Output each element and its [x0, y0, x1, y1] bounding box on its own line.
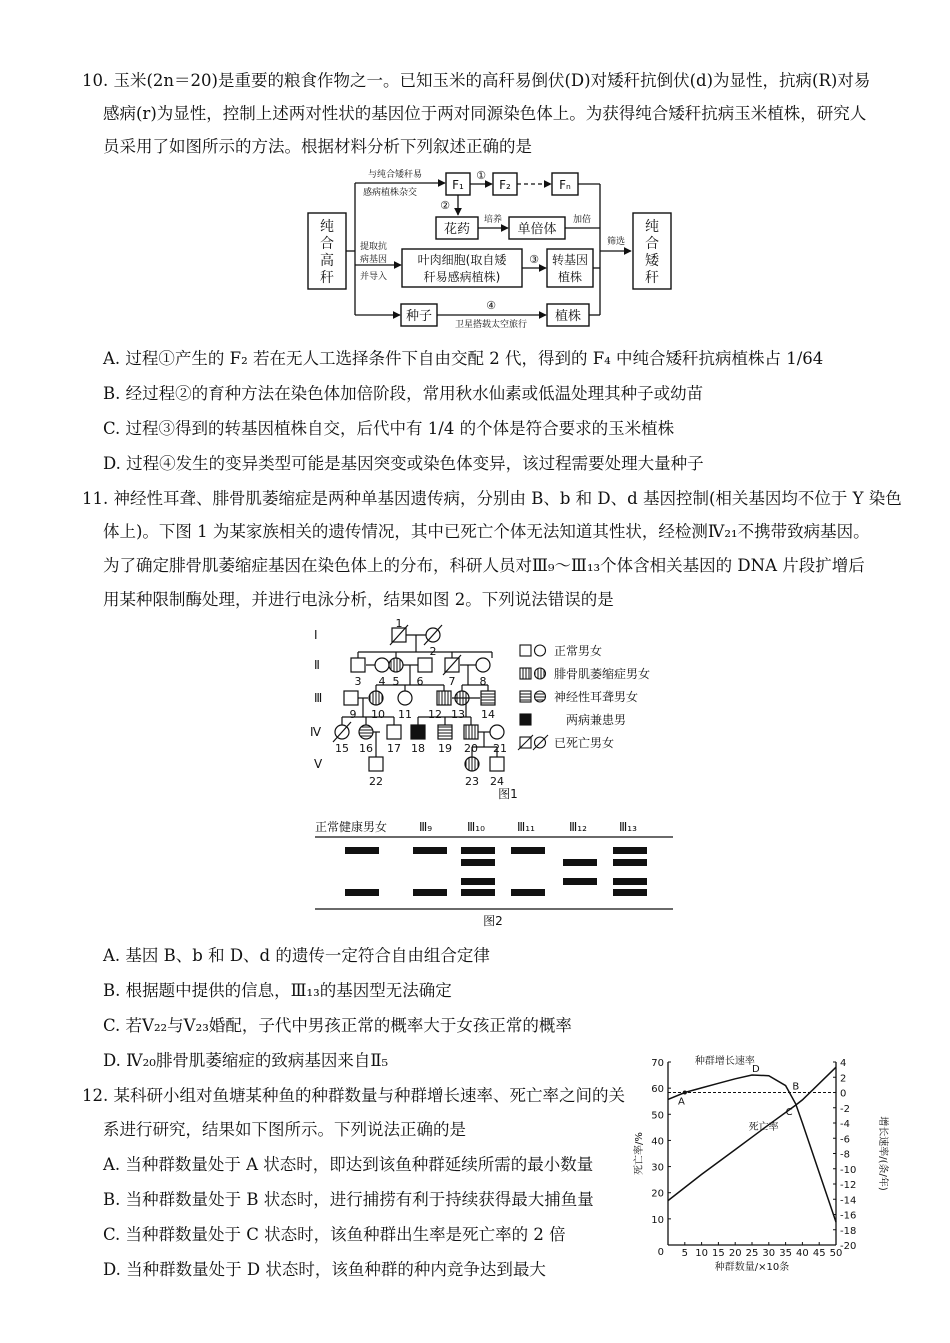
q11-option-d: D. Ⅳ₂₀腓骨肌萎缩症的致病基因来自Ⅱ₅ [103, 1051, 389, 1070]
y-right-tick-label: -16 [840, 1210, 857, 1222]
point-d-label: D [752, 1063, 760, 1075]
gen-1: Ⅰ [314, 628, 318, 642]
ped-14 [481, 691, 495, 705]
ped-19 [438, 725, 452, 739]
ped-11 [398, 691, 412, 705]
transgenic-label-1: 转基因 [551, 253, 589, 267]
screen-label: 筛选 [606, 237, 626, 247]
y-right-axis-label: 增长速率/(条/年) [877, 1116, 888, 1191]
y-right-tick-label: 4 [840, 1058, 847, 1069]
point-a [683, 1091, 687, 1095]
x-tick-label: 50 [829, 1248, 843, 1259]
y-right-tick-label: 2 [840, 1073, 847, 1085]
num-6: 6 [416, 675, 424, 688]
series-line-1 [668, 1067, 836, 1200]
q11-option-b: B. 根据题中提供的信息，Ⅲ₁₃的基因型无法确定 [103, 981, 452, 1000]
x-tick-label: 35 [779, 1248, 792, 1259]
num-15: 15 [335, 742, 349, 755]
num-4: 4 [378, 675, 386, 688]
legend-dead: 已死亡男女 [554, 736, 615, 750]
num-10: 10 [371, 708, 385, 721]
series-line-0 [668, 1075, 836, 1222]
num-12: 12 [428, 708, 442, 721]
extract-label-2: 病基因 [360, 255, 388, 265]
y-right-tick-label: -4 [840, 1119, 850, 1130]
point-c-label: C [785, 1107, 793, 1119]
ped-4 [375, 658, 389, 672]
point-b-label: B [792, 1081, 800, 1093]
seed-label: 种子 [405, 309, 433, 324]
q11-stem-line-1: 11. 神经性耳聋、腓骨肌萎缩症是两种单基因遗传病，分别由 B、b 和 D、d 基因控制(相关基因均不位于 Y 染色 [82, 489, 902, 508]
q11-option-a: A. 基因 B、b 和 D、d 的遗传一定符合自由组合定律 [103, 946, 490, 965]
q12-option-b: B. 当种群数量处于 B 状态时，进行捕捞有利于持续获得最大捕鱼量 [103, 1190, 594, 1209]
y-right-tick-label: -14 [840, 1195, 857, 1207]
gen-5: Ⅴ [314, 757, 323, 771]
q10-option-d: D. 过程④发生的变异类型可能是基因突变或染色体变异，该过程需要处理大量种子 [103, 454, 704, 473]
y-left-tick-label: 70 [651, 1058, 664, 1069]
num-11: 11 [398, 708, 412, 721]
ped-3 [351, 658, 365, 672]
num-21: 21 [493, 742, 507, 755]
q10-stem-line-2: 感病(r)为显性，控制上述两对性状的基因位于两对同源染色体上。为获得纯合矮秆抗病玉米植株，研究人 [103, 104, 867, 123]
num-1: 1 [395, 617, 403, 630]
num-5: 5 [392, 675, 400, 688]
y-right-tick-label: 0 [840, 1088, 847, 1100]
legend-deaf: 神经性耳聋男女 [554, 690, 639, 704]
double-label: 加倍 [572, 215, 592, 225]
num-17: 17 [387, 742, 401, 755]
anther-label: 花药 [443, 222, 471, 237]
q10-option-c: C. 过程③得到的转基因植株自交，后代中有 1/4 的个体是符合要求的玉米植株 [103, 419, 675, 438]
satellite-label: 卫星搭载太空旅行 [454, 320, 528, 330]
y-right-tick-label: -8 [840, 1149, 850, 1161]
fig1-caption: 图1 [498, 787, 518, 801]
ped-22 [369, 757, 383, 771]
q10-option-a: A. 过程①产生的 F₂ 若在无人工选择条件下自由交配 2 代，得到的 F₄ 中纯合矮秆抗病植株占 1/64 [103, 349, 824, 368]
y-right-tick-label: -18 [840, 1225, 857, 1237]
plant-label: 植株 [554, 309, 582, 324]
fig2-caption: 图2 [483, 914, 503, 928]
num-3: 3 [354, 675, 362, 688]
q11-stem-line-2: 体上)。下图 1 为某家族相关的遗传情况，其中已死亡个体无法知道其性状，经检测Ⅳ₂₁不携带致病基因。 [103, 522, 870, 541]
series-label-growth: 种群增长速率 [694, 1056, 755, 1067]
cross-label-1: 与纯合矮秆易 [368, 170, 423, 180]
q10-stem-line-3: 员采用了如图所示的方法。根据材料分析下列叙述正确的是 [103, 137, 532, 156]
fn-label: Fₙ [559, 178, 571, 192]
num-16: 16 [359, 742, 373, 755]
x-axis-label: 种群数量/×10条 [714, 1262, 790, 1273]
gel-header-9: Ⅲ₉ [419, 820, 433, 834]
gen-4: Ⅳ [310, 725, 322, 739]
q11-option-c: C. 若Ⅴ₂₂与Ⅴ₂₃婚配，子代中男孩正常的概率大于女孩正常的概率 [103, 1016, 572, 1035]
label-right: 纯合矮秆 [645, 219, 659, 286]
q11-stem-line-3: 为了确定腓骨肌萎缩症基因在染色体上的分布，科研人员对Ⅲ₉～Ⅲ₁₃个体含相关基因的 DNA 片段扩增后 [103, 556, 865, 575]
extract-label-3: 并导入 [360, 272, 388, 282]
x-tick-label: 30 [762, 1248, 776, 1259]
extract-label-1: 提取抗 [360, 242, 388, 252]
ped-10 [369, 691, 383, 705]
y-left-tick-label: 30 [651, 1162, 664, 1174]
num-22: 22 [369, 775, 383, 788]
gel-header-10: Ⅲ₁₀ [467, 820, 485, 834]
step-4: ④ [486, 299, 496, 312]
q12-option-d: D. 当种群数量处于 D 状态时，该鱼种群的种内竞争达到最大 [103, 1260, 546, 1279]
x-tick-label: 40 [796, 1248, 809, 1259]
ped-12 [437, 691, 451, 705]
num-8: 8 [479, 675, 487, 688]
x-tick-label: 5 [681, 1248, 688, 1259]
ped-18 [411, 725, 425, 739]
num-7: 7 [448, 675, 456, 688]
gel-header-12: Ⅲ₁₂ [569, 820, 587, 834]
q10-stem-line-1: 10. 玉米(2n＝20)是重要的粮食作物之一。已知玉米的高秆易倒伏(D)对矮秆抗倒伏(d)为显性，抗病(R)对易 [82, 71, 871, 90]
ped-13 [455, 691, 469, 705]
y-right-tick-label: -12 [840, 1180, 857, 1191]
ped-24 [490, 757, 504, 771]
cross-label-2: 感病植株杂交 [363, 188, 418, 198]
legend-normal: 正常男女 [554, 644, 603, 658]
series-label-death: 死亡率 [748, 1121, 779, 1133]
q10-option-b: B. 经过程②的育种方法在染色体加倍阶段，常用秋水仙素或低温处理其种子或幼苗 [103, 384, 704, 403]
y-left-tick-label: 40 [651, 1136, 664, 1148]
label-left-1: 纯合高秆 [320, 219, 334, 286]
q12-stem-line-2: 系进行研究，结果如下图所示。下列说法正确的是 [103, 1120, 466, 1139]
num-20: 20 [464, 742, 478, 755]
num-19: 19 [438, 742, 452, 755]
y-right-tick-label: -20 [840, 1241, 857, 1252]
ped-17 [387, 725, 401, 739]
x-tick-label: 10 [695, 1248, 708, 1259]
y-left-tick-label: 20 [651, 1188, 664, 1200]
num-9: 9 [349, 708, 357, 721]
ped-9 [344, 691, 358, 705]
num-2: 2 [429, 645, 437, 658]
ped-20 [464, 725, 478, 739]
gel-header-11: Ⅲ₁₁ [517, 820, 535, 834]
step-1: ① [476, 169, 486, 182]
ped-21 [490, 725, 504, 739]
ped-5 [389, 658, 403, 672]
num-14: 14 [481, 708, 495, 721]
y-left-tick-label: 50 [651, 1110, 664, 1122]
x-tick-label: 20 [728, 1248, 742, 1259]
q12-option-c: C. 当种群数量处于 C 状态时，该鱼种群出生率是死亡率的 2 倍 [103, 1225, 566, 1244]
q10-breeding-diagram [300, 165, 680, 335]
x-tick-label: 45 [812, 1248, 826, 1259]
y-left-axis-label: 死亡率/% [634, 1132, 645, 1175]
num-24: 24 [490, 775, 504, 788]
f2-label: F₂ [499, 178, 511, 192]
legend-cmt: 腓骨肌萎缩症男女 [554, 667, 651, 681]
num-13: 13 [451, 708, 465, 721]
mesophyll-label-1: 叶肉细胞(取自矮 [417, 253, 507, 267]
gen-2: Ⅱ [314, 658, 320, 672]
num-23: 23 [465, 775, 479, 788]
step-2: ② [440, 199, 450, 212]
step-3: ③ [529, 253, 539, 266]
y-right-tick-label: -6 [840, 1134, 850, 1146]
q12-stem-line-1: 12. 某科研小组对鱼塘某种鱼的种群数量与种群增长速率、死亡率之间的关 [82, 1086, 625, 1105]
origin-label: 0 [657, 1247, 664, 1258]
q11-stem-line-4: 用某种限制酶处理，并进行电泳分析，结果如图 2。下列说法错误的是 [103, 590, 614, 609]
ped-8 [476, 658, 490, 672]
mesophyll-label-2: 秆易感病植株) [423, 270, 501, 284]
y-right-tick-label: -2 [840, 1103, 850, 1115]
ped-16 [359, 725, 373, 739]
x-tick-label: 15 [712, 1248, 725, 1259]
y-right-tick-label: -10 [840, 1164, 857, 1176]
legend-both: 两病兼患男 [566, 713, 627, 727]
pedigree-figure-1 [300, 615, 680, 805]
haploid-label: 单倍体 [517, 222, 557, 237]
ped-23 [465, 757, 479, 771]
y-left-tick-label: 60 [651, 1084, 664, 1096]
ped-6 [418, 658, 432, 672]
gen-3: Ⅲ [314, 691, 323, 705]
gel-header-normal: 正常健康男女 [315, 820, 388, 834]
electrophoresis-figure-2 [315, 815, 675, 930]
gel-header-13: Ⅲ₁₃ [619, 820, 637, 834]
f1-label: F₁ [452, 178, 464, 192]
population-chart [628, 1050, 890, 1275]
y-left-tick-label: 10 [651, 1214, 664, 1226]
culture-label: 培养 [483, 215, 503, 225]
q12-option-a: A. 当种群数量处于 A 状态时，即达到该鱼种群延续所需的最小数量 [103, 1155, 594, 1174]
point-a-label: A [678, 1096, 685, 1108]
x-tick-label: 25 [745, 1248, 759, 1259]
transgenic-label-2: 植株 [557, 270, 583, 284]
num-18: 18 [411, 742, 425, 755]
